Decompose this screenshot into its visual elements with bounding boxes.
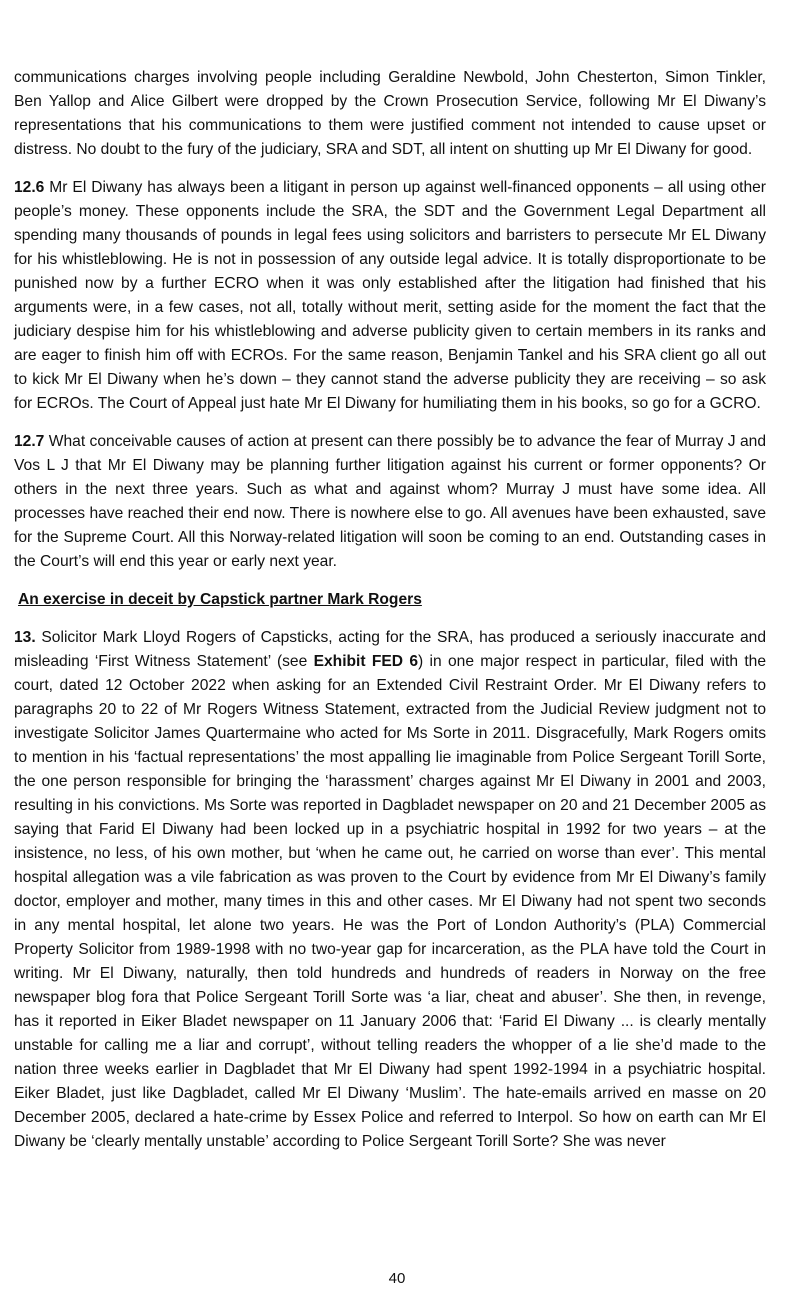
paragraph-text: communications charges involving people including Geraldine Newbold, John Chesterton, Simon Tinkler, Ben Yallop and Alice Gilbert were dropped by the Crown Prosecution Service, following Mr El Diwany’s representations that his communications to them were justified comment not intended to cause upset or distress. No doubt to the fury of the judiciary, SRA and SDT, all intent on shutting up Mr El Diwany for good. bbox=[14, 69, 766, 158]
paragraph-13 bbox=[14, 626, 766, 1154]
paragraph-continuation bbox=[14, 66, 766, 162]
page-number: 40 bbox=[388, 1270, 406, 1287]
paragraph-12-6 bbox=[14, 176, 766, 416]
paragraph-number: 12.6 bbox=[14, 179, 45, 196]
paragraph-text: Mr El Diwany has always been a litigant in person up against well-financed opponents – all using other people’s money. These opponents include the SRA, the SDT and the Government Legal Department all spending many thousands of pounds in legal fees using solicitors and barristers to persecute Mr EL Diwany for his whistleblowing. He is not in possession of any outside legal advice. It is totally disproportionate to be punished now by a further ECRO when it was only established after the litigation had finished that his arguments were, in a few cases, not all, totally without merit, setting aside for the moment the fact that the judiciary despise him for his whistleblowing and adverse publicity given to certain members in its ranks and are eager to finish him off with ECROs. For the same reason, Benjamin Tankel and his SRA client go all out to kick Mr El Diwany when he’s down – they cannot stand the adverse publicity they are receiving – so ask for ECROs. The Court of Appeal just hate Mr El Diwany for humiliating them in his books, so go for a GCRO. bbox=[14, 179, 766, 412]
exhibit-reference: Exhibit FED 6 bbox=[313, 653, 419, 670]
paragraph-text: ) in one major respect in particular, filed with the court, dated 12 October 2022 when asking for an Extended Civil Restraint Order. Mr El Diwany refers to paragraphs 20 to 22 of Mr Rogers Witness Statement, extracted from the Judicial Review judgment not to investigate Solicitor James Quartermaine who acted for Ms Sorte in 2011. Disgracefully, Mark Rogers omits to mention in his ‘factual representations’ the most appalling lie imaginable from Police Sergeant Torill Sorte, the one person responsible for bringing the ‘harassment’ charges against Mr El Diwany in 2001 and 2003, resulting in his convictions. Ms Sorte was reported in Dagbladet newspaper on 20 and 21 December 2005 as saying that Farid El Diwany had been locked up in a psychiatric hospital in 1992 for two years – at the insistence, no less, of his own mother, but ‘when he came out, he carried on worse than ever’. This mental hospital allegation was a vile fabrication as was proven to the Court by evidence from Mr El Diwany’s family doctor, employer and mother, many times in this and other cases. Mr El Diwany had not spent two seconds in any mental hospital, let alone two years. He was the Port of London Authority’s (PLA) Commercial Property Solicitor from 1989-1998 with no two-year gap for incarceration, as the PLA have told the Court in writing. Mr El Diwany, naturally, then told hundreds and hundreds of readers in Norway on the free newspaper blog fora that Police Sergeant Torill Sorte was ‘a liar, cheat and abuser’. She then, in revenge, has it reported in Eiker Bladet newspaper on 11 January 2006 that: ‘Farid El Diwany ... is clearly mentally unstable for calling me a liar and corrupt’, without telling readers the whopper of a lie she’d made to the nation three weeks earlier in Dagbladet that Mr El Diwany had spent 1992-1994 in a psychiatric hospital. Eiker Bladet, just like Dagbladet, called Mr El Diwany ‘Muslim’. The hate-emails arrived en masse on 20 December 2005, declared a hate-crime by Essex Police and referred to Interpol. So how on earth can Mr El Diwany be ‘clearly mentally unstable’ according to Police Sergeant Torill Sorte? She was never bbox=[14, 653, 766, 1150]
paragraph-number: 13. bbox=[14, 629, 36, 646]
paragraph-text: Solicitor Mark Lloyd Rogers of Capsticks, acting for the SRA, has produced a seriously inaccurate and misleading ‘First Witness Statement’ (see bbox=[14, 629, 766, 670]
paragraph-12-7 bbox=[14, 430, 766, 574]
paragraph-number: 12.7 bbox=[14, 433, 45, 450]
document-page bbox=[14, 66, 766, 1168]
section-heading: An exercise in deceit by Capstick partner Mark Rogers bbox=[18, 591, 422, 608]
paragraph-text: What conceivable causes of action at present can there possibly be to advance the fear of Murray J and Vos L J that Mr El Diwany may be planning further litigation against his current or former opponents? Or others in the next three years. Such as what and against whom? Murray J must have some idea. All processes have reached their end now. There is nowhere else to go. All avenues have been exhausted, save for the Supreme Court. All this Norway-related litigation will soon be coming to an end. Outstanding cases in the Court’s will end this year or early next year. bbox=[14, 433, 766, 570]
